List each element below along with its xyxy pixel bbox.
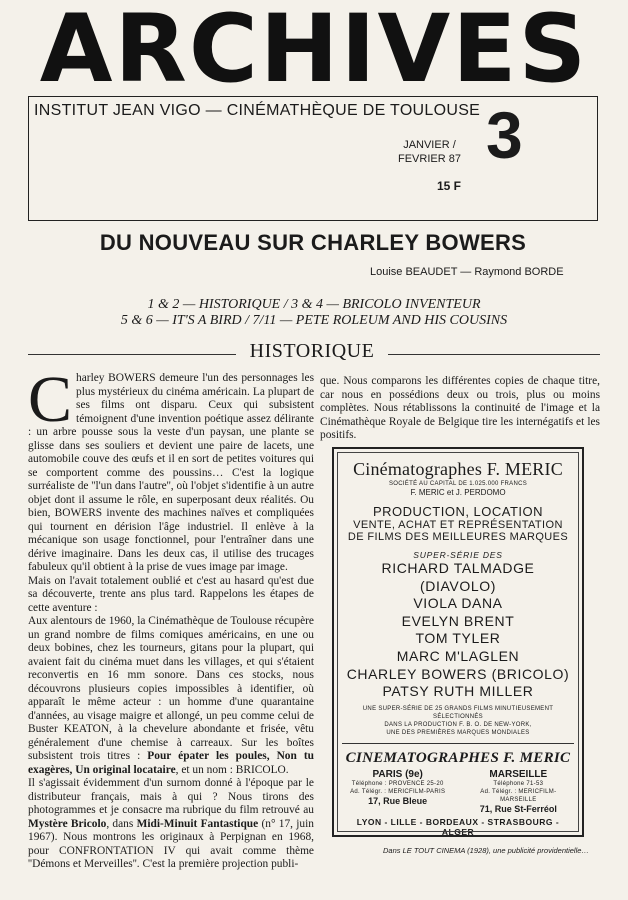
ad-heading: Cinématographes F. MERIC [353, 459, 563, 479]
ad-inner-border [337, 452, 579, 832]
article-paragraph: Mais on l'avait totalement oublié et c'est au hasard qu'est due sa découverte, trente ans plus tard. Rappelons les étapes de cette aventure : [28, 574, 314, 614]
ad-star: PATSY RUTH MILLER [382, 683, 534, 700]
article-paragraph: Il s'agissait évidemment d'un surnom donné à l'époque par le distributeur français, mais à qui ? Nous tirons des photogrammes et je consacre ma rubrique du film retrouvé au Mystère Bricolo, dans Midi-Minuit Fantastique (n° 17, juin 1967). Nous montrons les originaux à Perpignan en 1968, pour CONFRONTATION IV qui avait comme thème ''Démons et Merveilles''. C'est la première projection publi- [28, 777, 314, 870]
issue-price: 15 F [437, 179, 462, 193]
ad-star: MARC M'LAGLEN [396, 647, 520, 664]
article-paragraph: Charley BOWERS demeure l'un des personnages les plus mystérieux du cinéma américain. La plupart de ses films ont disparu. Ceux qui subsistent témoignent d'une invention poétique assez délirante : un arbre pousse sous la veste d'un paysan, une plante se glisse dans ses souliers et devient une paire de lacets, une automobile couve des œufs et il en sort de petites voitures qui se comportent comme des poussins… C'est la logique surréaliste de ''l'un dans l'autre'', où l'objet s'identifie à un autre objet dont il assume le rôle, en superposant deux réalités. Ou bien, BOWERS invente des machines naïves et compliquées qui tournent en dérision l'âge industriel. Il enlève à la mécanique son usage fonctionnel, pour l'entraîner dans une dérive imaginaire. Dans les deux cas, il utilise des trucages fabuleux qu'il obtient à la prise de vues image par image. [28, 363, 314, 573]
article-paragraph: que. Nous comparons les différentes copies de chaque titre, car nous en possédions deux ou trois, plus ou moins complètes. Nous rétablissons la continuité de l'image et la Cinémathèque Royale de Belgique tire les internégatifs et les positifs. [320, 375, 600, 441]
article-authors: Louise BEAUDET — Raymond BORDE [370, 266, 564, 278]
ad-note: UNE DES PREMIÈRES MARQUES MONDIALES [386, 729, 530, 736]
magazine-ref: Midi-Minuit Fantastique [136, 817, 259, 830]
ad-brands: DE FILMS DES MEILLEURES MARQUES [347, 531, 569, 543]
article-column-left [28, 363, 315, 872]
section-rule-right [388, 354, 600, 355]
section-rule-left [28, 354, 236, 355]
ad-super-series: SUPER-SÉRIE DES [413, 550, 503, 560]
issue-date-line1: JANVIER / [403, 139, 456, 151]
ad-star: RICHARD TALMADGE [381, 560, 535, 576]
article-paragraph: Aux alentours de 1960, la Cinémathèque de Toulouse récupère un grand nombre de films comiques américains, en une ou deux bobines, chez les tourneurs, gitans pour la plupart, qui avaient fait du cinéma muet dans les villages, et qui s'étaient reconvertis en 16 mm sonore. Dans ces stocks, nous découvrons plusieurs copies impossibles à identifier, où apparaît le même acteur : un homme d'une quarantaine d'années, au visage maigre et allongé, un peu comme celui de Buster KEATON, à la chevelure abondante et frisée, vêtu généralement d'une chemise à carreaux. Sur les boîtes subsistent trois titres : Pour épater les poules, Non tu exagères, Un original locataire, et un nom : BRICOLO. [28, 615, 315, 776]
ad-footer-title: CINEMATOGRAPHES F. MERIC [345, 749, 571, 766]
masthead-title: ARCHIVES [39, 0, 589, 104]
ad-owners: F. MERIC et J. PERDOMO [410, 488, 506, 497]
ad-address-paris: PARIS (9e) Téléphone : PROVENCE 25-20 Ad. Télégr. : MERICFILM-PARIS 17, Rue Bleue [350, 768, 446, 806]
drop-cap: C [28, 363, 73, 436]
section-heading: HISTORIQUE [249, 340, 375, 362]
article-column-right [320, 375, 600, 443]
issue-date [398, 138, 461, 166]
ad-production: PRODUCTION, LOCATION [372, 504, 544, 519]
ad-society: SOCIÉTÉ AU CAPITAL DE 1.025.000 FRANCS [388, 481, 528, 487]
article-title-ref: Mystère Bricolo [28, 817, 107, 830]
institute-name: INSTITUT JEAN VIGO — CINÉMATHÈQUE DE TOULOUSE [34, 102, 481, 119]
ad-star: CHARLEY BOWERS (BRICOLO) [346, 665, 570, 682]
ad-branch-cities: LYON - LILLE - BORDEAUX - STRASBOURG - ALGER [356, 816, 560, 837]
ad-star: TOM TYLER [415, 630, 501, 647]
film-titles: Pour épater les poules, Non tu exagères, Un original locataire [28, 750, 315, 776]
ad-star: (DIAVOLO) [420, 577, 496, 594]
article-title: DU NOUVEAU SUR CHARLEY BOWERS [99, 230, 527, 255]
ad-address-marseille: MARSEILLE Téléphone 71-53 Ad. Télégr. : MERICFILM-MARSEILLE 71, Rue St-Ferréol [479, 768, 557, 814]
ad-caption: Dans LE TOUT CINEMA (1928), une publicité providentielle… [383, 846, 589, 855]
issue-date-line2: FEVRIER 87 [398, 153, 461, 165]
contents-line-2: 5 & 6 — IT'S A BIRD / 7/11 — PETE ROLEUM AND HIS COUSINS [120, 313, 508, 328]
contents-line-1: 1 & 2 — HISTORIQUE / 3 & 4 — BRICOLO INVENTEUR [147, 297, 481, 312]
ad-star: VIOLA DANA [413, 595, 503, 612]
ad-star: EVELYN BRENT [401, 612, 515, 629]
ad-note: DANS LA PRODUCTION F. B. O. DE NEW-YORK, [384, 721, 532, 728]
ad-sales: VENTE, ACHAT ET REPRÉSENTATION [353, 519, 563, 531]
ad-note: UNE SUPER-SÉRIE DE 25 GRANDS FILMS MINUTIEUSEMENT SÉLECTIONNÉS [362, 705, 554, 720]
vintage-advertisement [332, 447, 584, 837]
issue-number: 3 [486, 98, 523, 172]
